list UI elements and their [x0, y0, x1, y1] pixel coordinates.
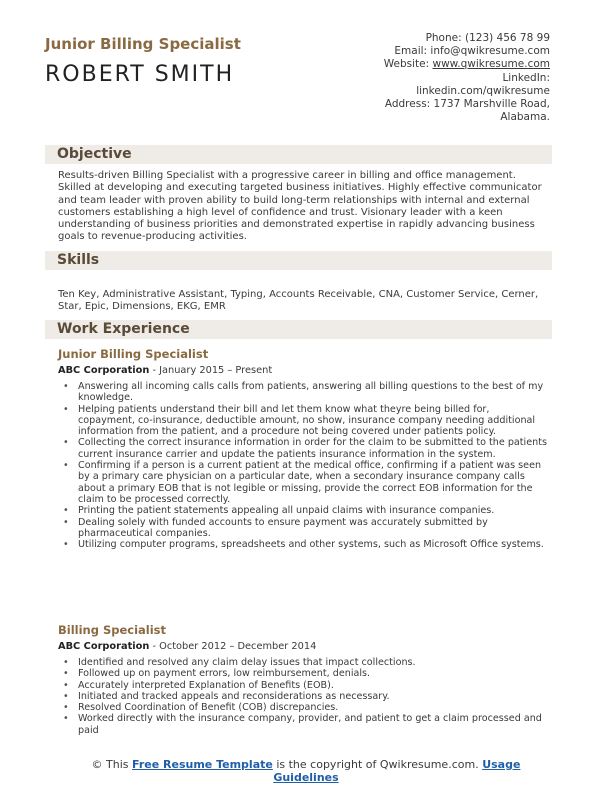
job-company-line — [58, 641, 316, 652]
job-dates: - January 2015 – Present — [149, 365, 273, 376]
email-label: Email: — [394, 45, 428, 58]
contact-block — [290, 32, 550, 124]
free-resume-template-link[interactable]: Free Resume Template — [132, 758, 273, 771]
skills-heading: Skills — [57, 252, 100, 268]
footer-prefix: © This — [91, 758, 133, 771]
list-item: • Resolved Coordination of Benefit (COB) discrepancies. — [58, 702, 548, 713]
candidate-name: ROBERT SMITH — [45, 62, 235, 87]
skills-text: Ten Key, Administrative Assistant, Typing, Accounts Receivable, CNA, Customer Service, Cerner, Star, Epic, Dimensions, EKG, EMR — [58, 289, 539, 313]
job-company-line — [58, 365, 272, 376]
address-line1: 1737 Marshville Road, — [433, 98, 550, 111]
contact-linkedin-label: LinkedIn: — [502, 71, 550, 84]
phone-value: (123) 456 78 99 — [464, 32, 550, 44]
work-heading: Work Experience — [57, 321, 190, 337]
list-item: • Initiated and tracked appeals and reconsiderations as necessary. — [58, 691, 548, 702]
list-item: • Collecting the correct insurance information in order for the claim to be submitted to the patients current insurance carrier and update the patients insurance information in the system. — [58, 437, 548, 460]
company-name: ABC Corporation — [58, 641, 150, 652]
list-item: • Confirming if a person is a current patient at the medical office, confirming if a patient was seen by a primary care physician on a particular date, when a secondary insurance company calls about a primary EOB that is not legible or missing, provide the correct EOB information for the claim to be processed correctly. — [58, 460, 548, 505]
usage-guidelines-link-part1[interactable]: Usage — [482, 758, 521, 771]
list-item: • Followed up on payment errors, low reimbursement, denials. — [58, 668, 548, 679]
address-label: Address: — [384, 98, 431, 111]
contact-website — [290, 58, 550, 71]
company-name: ABC Corporation — [58, 365, 150, 376]
work-section-header — [45, 320, 552, 339]
usage-guidelines-link-part2[interactable]: Guidelines — [273, 771, 339, 784]
job-bullets — [58, 381, 548, 550]
list-item: • Printing the patient statements appealing all unpaid claims with insurance companies. — [58, 505, 548, 516]
list-item: • Identified and resolved any claim delay issues that impact collections. — [58, 657, 548, 668]
address-line2: Alabama. — [500, 111, 550, 124]
list-item: • Accurately interpreted Explanation of Benefits (EOB). — [58, 680, 548, 691]
phone-label: Phone: — [425, 32, 462, 44]
contact-phone — [290, 32, 550, 45]
email-value: info@qwikresume.com — [430, 45, 550, 58]
skills-section-header — [45, 251, 552, 270]
contact-address — [290, 98, 550, 111]
header-job-title: Junior Billing Specialist — [45, 35, 241, 53]
job-role: Billing Specialist — [58, 623, 167, 637]
website-link[interactable]: www.qwikresume.com — [432, 58, 550, 71]
contact-linkedin-value: linkedin.com/qwikresume — [416, 84, 550, 97]
list-item: • Answering all incoming calls calls from patients, answering all billing questions to the best of my knowledge. — [58, 381, 548, 404]
job-role: Junior Billing Specialist — [58, 347, 209, 361]
job-dates: - October 2012 – December 2014 — [149, 641, 317, 652]
list-item: • Utilizing computer programs, spreadsheets and other systems, such as Microsoft Office systems. — [58, 539, 548, 550]
objective-text: Results-driven Billing Specialist with a progressive career in billing and office management. Skilled at developing and executing targeted business initiatives. Highly effective communicator and team leader with proven ability to build long-term relationships with internal and external customers establishing a high level of confidence and trust. Visionary leader with a keen understanding of business priorities and demonstrated expertise in rapidly advancing business goals to revenue-producing activities. — [58, 170, 542, 243]
list-item: • Worked directly with the insurance company, provider, and patient to get a claim processed and paid — [58, 713, 548, 736]
footer-middle: is the copyright of Qwikresume.com. — [272, 758, 483, 771]
website-label: Website: — [383, 58, 430, 71]
copyright-footer — [0, 758, 612, 784]
job-bullets — [58, 657, 548, 736]
contact-email — [290, 45, 550, 58]
list-item: • Helping patients understand their bill and let them know what theyre being billed for, copayment, co-insurance, deductible amount, no show, insurance company needing additional information from the patient, and a procedure not being covered under patients policy. — [58, 404, 548, 438]
objective-heading: Objective — [57, 146, 132, 162]
objective-section-header — [45, 145, 552, 164]
list-item: • Dealing solely with funded accounts to ensure payment was accurately submitted by pharmaceutical companies. — [58, 517, 548, 540]
